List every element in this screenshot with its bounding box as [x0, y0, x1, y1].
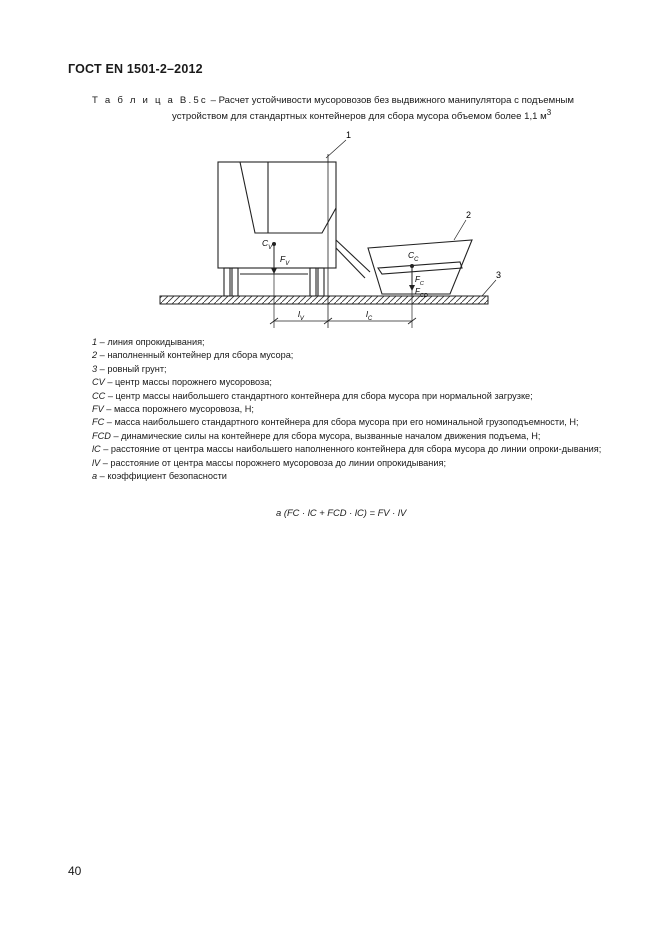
legend-item: FCD – динамические силы на контейнере для сбора мусора, вызванные началом движения подъема, Н; [92, 430, 541, 441]
ground-strip [160, 296, 488, 304]
legend-item: 2 – наполненный контейнер для сбора мусора; [92, 350, 294, 361]
stability-formula: a (FC · lC + FCD · lC) = FV · lV [276, 507, 407, 518]
caption-line-1 [92, 95, 582, 107]
legend-item: 3 – ровный грунт; [92, 363, 167, 374]
truck-body [218, 162, 336, 296]
callout-2: 2 [466, 210, 472, 220]
caption-prefix: Т а б л и ц а В.5с [92, 95, 208, 106]
caption-text-1: – Расчет устойчивости мусоровозов без выдвижного манипулятора с подъемным [207, 95, 575, 106]
legend-item: CC – центр массы наибольшего стандартного контейнера для сбора мусора при нормальной загрузке; [92, 390, 533, 401]
label-fc: $F_C$ [415, 275, 424, 287]
label-cc: $C_C$ [408, 250, 419, 263]
page-number: 40 [68, 864, 82, 878]
lifting-arm [336, 240, 370, 278]
caption-superscript: 3 [546, 108, 552, 117]
legend-item: CV – центр массы порожнего мусоровоза; [92, 377, 272, 388]
legend-list [92, 336, 612, 483]
stability-diagram [150, 128, 510, 328]
label-lc: $l_C$ [366, 309, 373, 322]
label-fv: $F_V$ [280, 254, 290, 267]
label-fcd: $F_{CD}$ [415, 287, 428, 299]
document-header: ГОСТ EN 1501-2–2012 [68, 62, 203, 76]
label-lv: $l_V$ [298, 309, 304, 322]
callout-1: 1 [346, 130, 352, 140]
legend-item: lC – расстояние от центра массы наибольшего наполненного контейнера для сбора мусора до линии опроки-дывания; [92, 444, 602, 455]
legend-item: FC – масса наибольшего стандартного контейнера для сбора мусора при его номинальной грузоподъемности, Н; [92, 417, 579, 428]
caption-text-2: устройством для стандартных контейнеров для сбора мусора объемом более 1,1 м [172, 111, 547, 123]
legend-item: a – коэффициент безопасности [92, 471, 227, 482]
dimension-lines [270, 318, 416, 324]
legend-item: FV – масса порожнего мусоровоза, Н; [92, 404, 254, 415]
caption-line-2 [92, 107, 582, 123]
legend-item: 1 – линия опрокидывания; [92, 337, 205, 347]
legend-item: lV – расстояние от центра массы порожнего мусоровоза до линии опрокидывания; [92, 457, 446, 468]
table-caption [92, 95, 582, 123]
callout-3: 3 [496, 270, 502, 280]
label-cv: $C_V$ [262, 238, 273, 251]
